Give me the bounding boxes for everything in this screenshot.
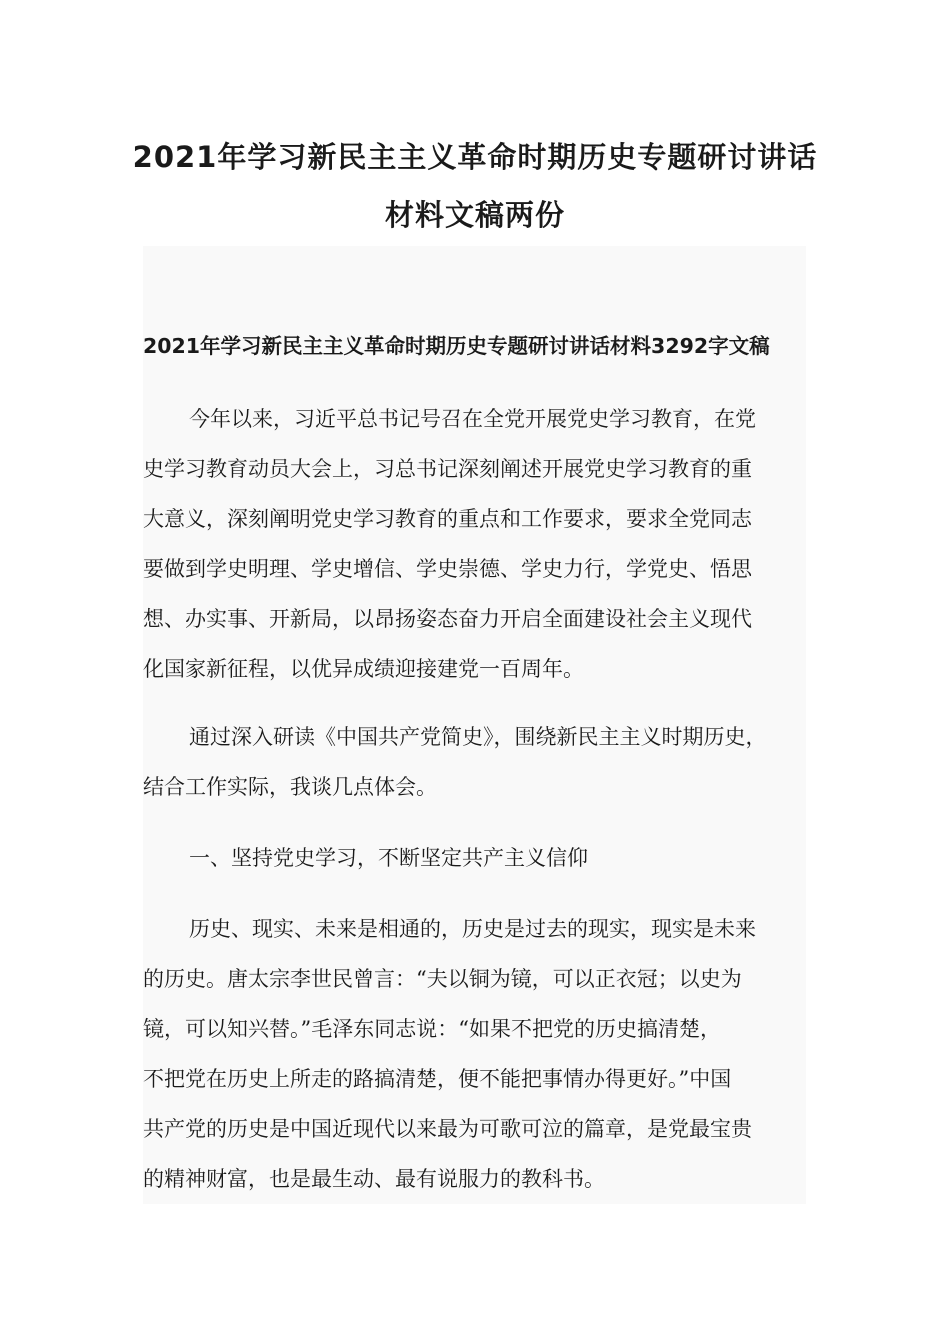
paragraph-line: 的历史。唐太宗李世民曾言：“夫以铜为镜，可以正衣冠；以史为 <box>143 967 742 991</box>
paragraph-line: 的精神财富，也是最生动、最有说服力的教科书。 <box>143 1167 605 1191</box>
paragraph-line: 今年以来，习近平总书记号召在全党开展党史学习教育，在党 <box>189 407 756 431</box>
paragraph-line: 想、办实事、开新局，以昂扬姿态奋力开启全面建设社会主义现代 <box>143 607 752 631</box>
document-title-line-1: 2021年学习新民主主义革命时期历史专题研讨讲话 <box>132 140 818 174</box>
paragraph-history <box>143 904 823 1204</box>
paragraph-line: 历史、现实、未来是相通的，历史是过去的现实，现实是未来 <box>189 917 756 941</box>
paragraph-line: 共产党的历史是中国近现代以来最为可歌可泣的篇章，是党最宝贵 <box>143 1117 752 1141</box>
paragraph-line: 镜，可以知兴替。”毛泽东同志说：“如果不把党的历史搞清楚， <box>143 1017 721 1041</box>
paragraph-line: 结合工作实际，我谈几点体会。 <box>143 775 437 799</box>
paragraph-line: 化国家新征程，以优异成绩迎接建党一百周年。 <box>143 657 584 681</box>
paragraph-line: 不把党在历史上所走的路搞清楚，便不能把事情办得更好。”中国 <box>143 1067 732 1091</box>
paragraph-line: 史学习教育动员大会上，习总书记深刻阐述开展党史学习教育的重 <box>143 457 752 481</box>
paragraph-line: 要做到学史明理、学史增信、学史崇德、学史力行，学党史、悟思 <box>143 557 752 581</box>
section-heading-line: 一、坚持党史学习，不断坚定共产主义信仰 <box>189 846 588 870</box>
document-title <box>0 128 950 244</box>
section-subtitle: 2021年学习新民主主义革命时期历史专题研讨讲话材料3292字文稿 <box>143 334 770 358</box>
paragraph-line: 通过深入研读《中国共产党简史》，围绕新民主主义时期历史， <box>189 725 767 749</box>
paragraph-study <box>143 712 823 812</box>
paragraph-line: 大意义，深刻阐明党史学习教育的重点和工作要求，要求全党同志 <box>143 507 752 531</box>
section-heading-one <box>143 833 823 883</box>
paragraph-intro <box>143 394 823 694</box>
document-title-line-2: 材料文稿两份 <box>384 198 565 232</box>
